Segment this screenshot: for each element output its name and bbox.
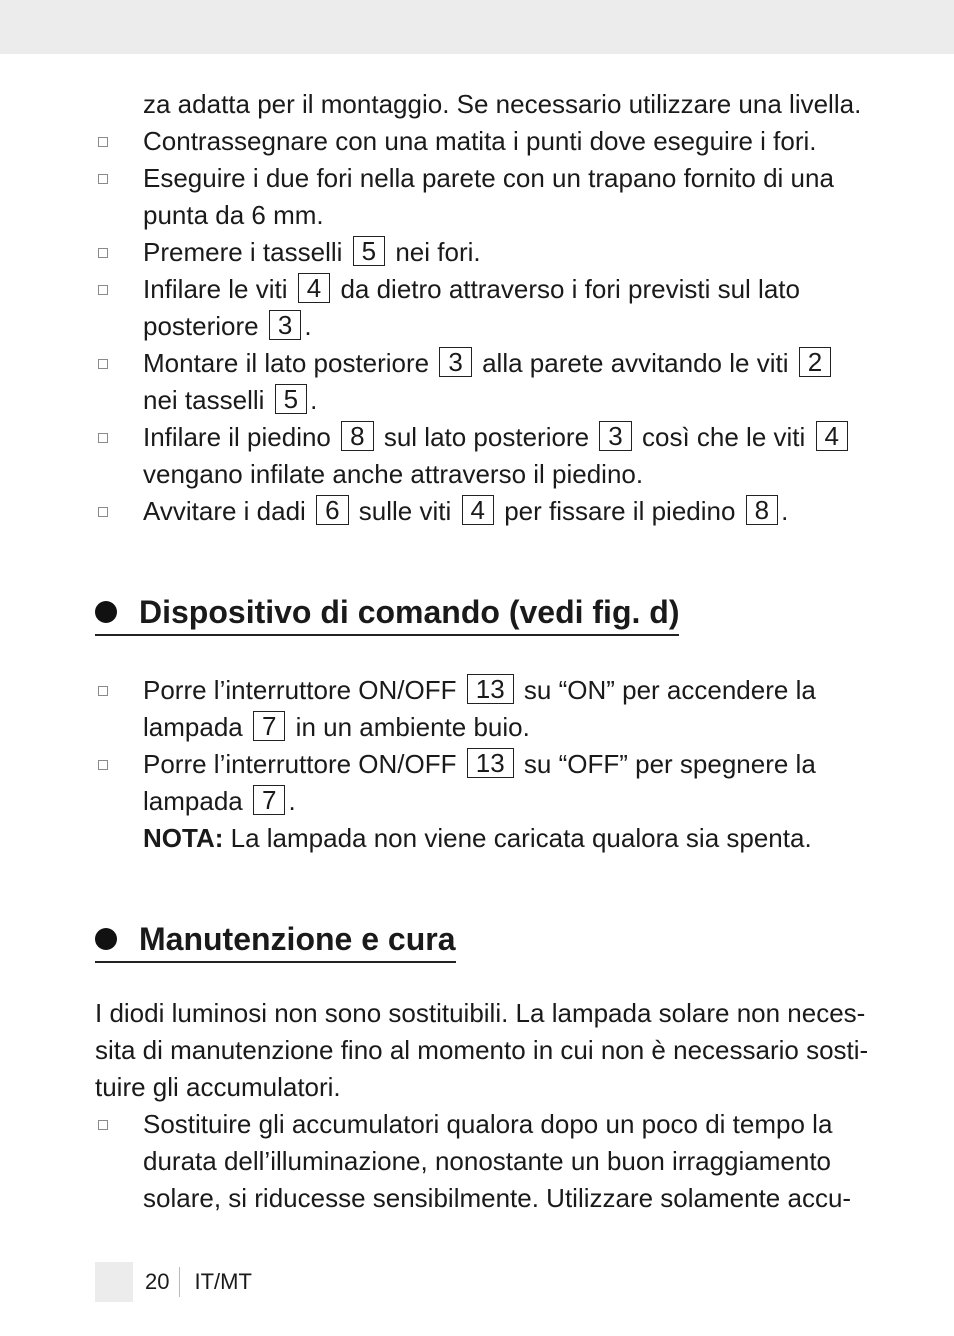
part-reference: 3 — [269, 310, 301, 340]
text: Infilare il piedino — [143, 422, 331, 452]
bullet-dot-icon — [95, 601, 117, 623]
note-text: La lampada non viene caricata qualora sia spenta. — [230, 823, 812, 853]
checkbox-bullet-icon — [98, 507, 108, 517]
text: Sostituire gli accumulatori qualora dopo un poco di tempo la — [143, 1109, 833, 1139]
part-reference: 4 — [298, 273, 330, 303]
checkbox-bullet-icon — [98, 760, 108, 770]
list-item — [95, 271, 865, 345]
text: Montare il lato posteriore — [143, 348, 430, 378]
checkbox-bullet-icon — [98, 433, 108, 443]
list-item — [95, 160, 865, 234]
text: per fissare il piedino — [504, 496, 736, 526]
text: Infilare le viti — [143, 274, 288, 304]
part-reference: 6 — [316, 495, 348, 525]
text: Porre l’interruttore ON/OFF — [143, 749, 457, 779]
part-reference: 8 — [341, 421, 373, 451]
page-number: 20 — [145, 1267, 180, 1297]
text: I diodi luminosi non sono sostituibili. La lampada solare non neces- — [95, 998, 866, 1028]
part-reference: 7 — [253, 785, 285, 815]
paragraph — [95, 995, 869, 1106]
list-item — [95, 1106, 865, 1217]
checkbox-bullet-icon — [98, 137, 108, 147]
part-reference: 4 — [462, 495, 494, 525]
text: da dietro attraverso i fori previsti sul lato — [340, 274, 800, 304]
part-reference: 2 — [799, 347, 831, 377]
checkbox-bullet-icon — [98, 285, 108, 295]
text: lampada — [143, 712, 243, 742]
part-reference: 5 — [275, 384, 307, 414]
text: vengano infilate anche attraverso il piedino. — [143, 459, 644, 489]
part-reference: 3 — [599, 421, 631, 451]
text: su “ON” per accendere la — [523, 675, 816, 705]
text: sul lato posteriore — [383, 422, 590, 452]
note-label: NOTA: — [143, 823, 224, 853]
text: Eseguire i due fori nella parete con un trapano fornito di una — [143, 163, 834, 193]
page-header-band — [0, 0, 954, 54]
text: punta da 6 mm. — [143, 200, 324, 230]
checkbox-bullet-icon — [98, 359, 108, 369]
text: così che le viti — [642, 422, 806, 452]
text: nei tasselli — [143, 385, 265, 415]
section-heading — [95, 919, 456, 963]
list-item — [95, 419, 865, 493]
list-item — [95, 672, 865, 746]
part-reference: 8 — [746, 495, 778, 525]
text: . — [310, 385, 318, 415]
text: su “OFF” per spegnere la — [523, 749, 816, 779]
text: Avvitare i dadi — [143, 496, 306, 526]
footer-box — [95, 1262, 133, 1302]
text: alla parete avvitando le viti — [482, 348, 789, 378]
section-heading — [95, 592, 679, 636]
part-reference: 13 — [467, 748, 514, 778]
text: sita di manutenzione fino al momento in cui non è necessario sosti- — [95, 1035, 869, 1065]
checkbox-bullet-icon — [98, 248, 108, 258]
part-reference: 4 — [816, 421, 848, 451]
list-item — [95, 123, 865, 160]
list-item — [95, 493, 865, 530]
text: . — [304, 311, 312, 341]
note — [143, 820, 865, 857]
checkbox-bullet-icon — [98, 174, 108, 184]
checkbox-bullet-icon — [98, 1120, 108, 1130]
part-reference: 5 — [353, 236, 385, 266]
continued-text — [95, 86, 865, 123]
list-item — [95, 234, 865, 271]
text: lampada — [143, 786, 243, 816]
text: durata dell’illuminazione, nonostante un buon irraggiamento — [143, 1146, 832, 1176]
checkbox-bullet-icon — [98, 686, 108, 696]
text: . — [781, 496, 789, 526]
bullet-dot-icon — [95, 928, 117, 950]
language-code: IT/MT — [194, 1269, 252, 1294]
heading-text: Dispositivo di comando (vedi fig. d) — [139, 594, 680, 630]
part-reference: 7 — [253, 711, 285, 741]
text: sulle viti — [358, 496, 452, 526]
text: nei fori. — [395, 237, 481, 267]
text: tuire gli accumulatori. — [95, 1072, 341, 1102]
list-item — [95, 746, 865, 857]
heading-text: Manutenzione e cura — [139, 921, 456, 957]
text: za adatta per il montaggio. Se necessario utilizzare una livella. — [143, 89, 862, 119]
text: posteriore — [143, 311, 259, 341]
text: . — [288, 786, 296, 816]
text: Contrassegnare con una matita i punti dove eseguire i fori. — [143, 126, 817, 156]
page-footer — [95, 1262, 252, 1302]
text: Porre l’interruttore ON/OFF — [143, 675, 457, 705]
list-item — [95, 345, 865, 419]
text: solare, si riducesse sensibilmente. Utilizzare solamente accu- — [143, 1183, 852, 1213]
page-content — [95, 86, 869, 1217]
part-reference: 3 — [439, 347, 471, 377]
part-reference: 13 — [467, 674, 514, 704]
text: Premere i tasselli — [143, 237, 343, 267]
text: in un ambiente buio. — [295, 712, 530, 742]
